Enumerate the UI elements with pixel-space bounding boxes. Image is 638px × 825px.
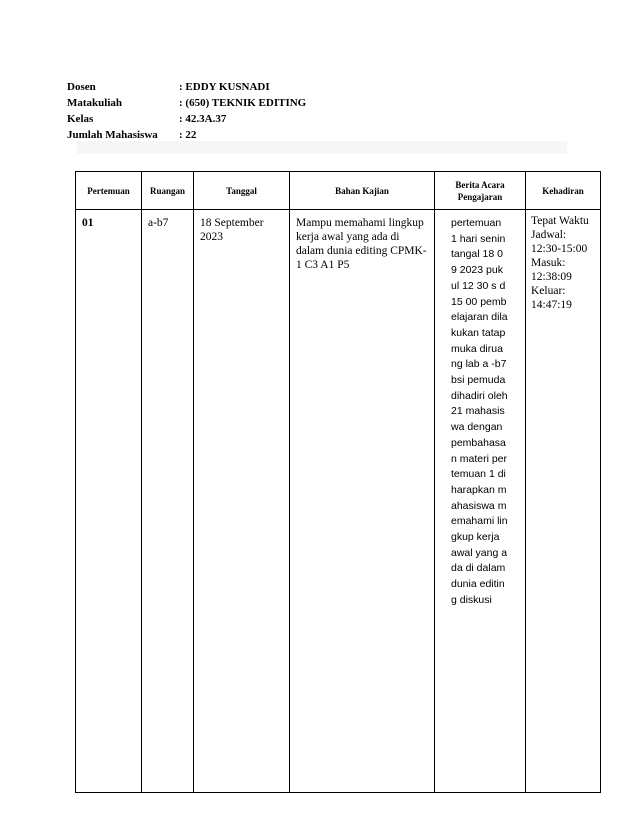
col-bahan-kajian: Bahan Kajian xyxy=(290,172,435,210)
attendance-table xyxy=(75,171,601,793)
masuk-label: Masuk: xyxy=(531,257,566,269)
course-header xyxy=(67,79,306,143)
kelas-label: Kelas xyxy=(67,113,94,125)
cell-pertemuan: 01 xyxy=(76,210,142,793)
shaded-band xyxy=(77,141,567,154)
masuk-value: 12:38:09 xyxy=(531,271,572,283)
keluar-value: 14:47:19 xyxy=(531,299,572,311)
col-kehadiran: Kehadiran xyxy=(526,172,601,210)
table-header-row xyxy=(76,172,601,210)
jumlah-label: Jumlah Mahasiswa xyxy=(67,129,158,141)
cell-berita-acara: pertemuan 1 hari senin tangal 18 09 2023 pukul 12 30 s d 15 00 pembelajaran dilakukan tatap muka diruang lab a -b7 bsi pemuda dihadiri oleh 21 mahasiswa dengan pembahasan materi pertemuan 1 diharapkan mahasiswa memahami lingkup kerja awal yang ada di dalam dunia editing diskusi xyxy=(435,210,526,793)
col-pertemuan: Pertemuan xyxy=(76,172,142,210)
dosen-row xyxy=(67,79,306,95)
keluar-label: Keluar: xyxy=(531,285,566,297)
cell-tanggal: 18 September 2023 xyxy=(194,210,290,793)
kelas-value: : 42.3A.37 xyxy=(179,113,227,125)
jumlah-value: : 22 xyxy=(179,129,197,141)
col-ruangan: Ruangan xyxy=(142,172,194,210)
cell-ruangan: a-b7 xyxy=(142,210,194,793)
cell-kehadiran xyxy=(526,210,601,793)
matakuliah-label: Matakuliah xyxy=(67,97,123,109)
table-row xyxy=(76,210,601,793)
kelas-row xyxy=(67,111,306,127)
matakuliah-row xyxy=(67,95,306,111)
jadwal-label: Jadwal: xyxy=(531,229,567,241)
cell-bahan-kajian: Mampu memahami lingkup kerja awal yang ada di dalam dunia editing CPMK-1 C3 A1 P5 xyxy=(290,210,435,793)
col-berita-acara: Berita Acara Pengajaran xyxy=(435,172,526,210)
jadwal-value: 12:30-15:00 xyxy=(531,243,588,255)
dosen-label: Dosen xyxy=(67,81,96,93)
dosen-value: : EDDY KUSNADI xyxy=(179,81,270,93)
col-tanggal: Tanggal xyxy=(194,172,290,210)
kehadiran-status: Tepat Waktu xyxy=(531,215,589,227)
matakuliah-value: : (650) TEKNIK EDITING xyxy=(179,97,307,109)
